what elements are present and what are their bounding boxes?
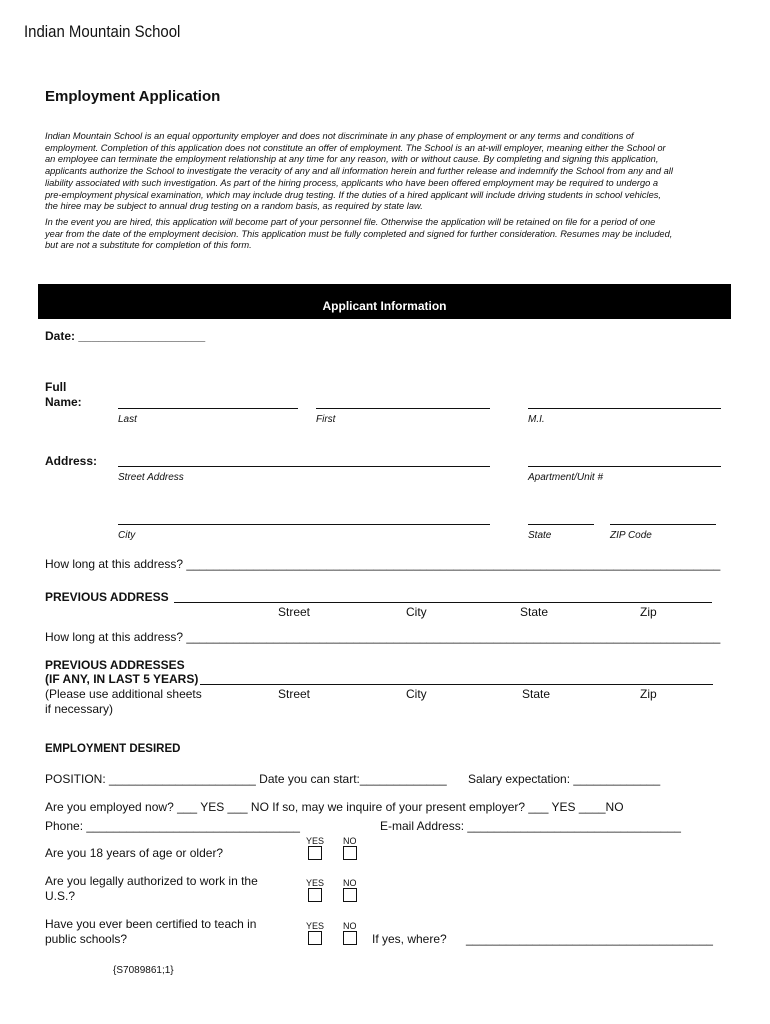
email-field[interactable]: E-mail Address: ________________________________: [380, 819, 681, 833]
state-input[interactable]: [528, 524, 594, 525]
how-long-field-2[interactable]: How long at this address? ________________________________________________________________________________: [45, 630, 721, 644]
no-label-1: NO: [343, 836, 357, 846]
if-yes-where-label: If yes, where?: [372, 932, 447, 946]
previous-address-label: PREVIOUS ADDRESS: [45, 590, 169, 604]
certified-no-checkbox[interactable]: [343, 931, 357, 945]
apartment-caption: Apartment/Unit #: [528, 472, 604, 483]
date-field[interactable]: Date: ___________________: [45, 329, 206, 343]
last-caption: Last: [118, 414, 137, 425]
phone-field[interactable]: Phone: ________________________________: [45, 819, 300, 833]
first-caption: First: [316, 414, 336, 425]
school-name: Indian Mountain School: [24, 22, 181, 41]
employment-desired-heading: EMPLOYMENT DESIRED: [45, 743, 181, 755]
additional-sheets-note: (Please use additional sheets: [45, 687, 202, 701]
address-label: Address:: [45, 454, 98, 468]
age-no-checkbox[interactable]: [343, 846, 357, 860]
street-address-input[interactable]: [118, 466, 490, 467]
name-label: Name:: [45, 395, 82, 409]
yes-label-3: YES: [306, 921, 325, 931]
apartment-input[interactable]: [528, 466, 721, 467]
authorized-question: Are you legally authorized to work in the: [45, 874, 258, 888]
employed-now-field[interactable]: Are you employed now? ___ YES ___ NO If so, may we inquire of your present employer? ___ YES ____NO: [45, 800, 624, 814]
document-id: {S7089861;1}: [113, 965, 174, 976]
prev-street-caption: Street: [278, 605, 311, 619]
city-caption: City: [118, 530, 136, 541]
yes-label-1: YES: [306, 836, 325, 846]
previous-address-input[interactable]: [174, 602, 712, 603]
previous-addresses-label: PREVIOUS ADDRESSES: [45, 658, 185, 672]
zip-caption: ZIP Code: [610, 530, 652, 541]
prev3-street-caption: Street: [278, 687, 311, 701]
authorized-question-cont: U.S.?: [45, 889, 76, 903]
prev3-state-caption: State: [522, 687, 551, 701]
previous-addresses-sublabel: (IF ANY, IN LAST 5 YEARS): [45, 672, 199, 686]
mi-input[interactable]: [528, 408, 721, 409]
authorized-no-checkbox[interactable]: [343, 888, 357, 902]
no-label-3: NO: [343, 921, 357, 931]
age-question: Are you 18 years of age or older?: [45, 846, 224, 860]
section-header-applicant-info: Applicant Information: [38, 284, 731, 319]
zip-input[interactable]: [610, 524, 716, 525]
intro-text: [45, 131, 675, 256]
how-long-field[interactable]: How long at this address? ________________________________________________________________________________: [45, 557, 721, 571]
page-title: Employment Application: [45, 88, 221, 105]
certified-question: Have you ever been certified to teach in: [45, 917, 257, 931]
age-yes-checkbox[interactable]: [308, 846, 322, 860]
city-input[interactable]: [118, 524, 490, 525]
prev-state-caption: State: [520, 605, 549, 619]
mi-caption: M.I.: [528, 414, 545, 425]
certified-yes-checkbox[interactable]: [308, 931, 322, 945]
if-yes-where-input[interactable]: _____________________________________: [466, 932, 713, 946]
intro-paragraph-1: Indian Mountain School is an equal opportunity employer and does not discriminate in any phase of employment or any terms and conditions of employment. Completion of this application does not constitute an offer of employment. The School is an at-will employer, meaning either the School or an employee can terminate the employment relationship at any time for any reason, with or without cause. By completing and signing this application, applicants authorize the School to investigate the veracity of any and all information herein and further release and indemnify the School from any and all liability associated with such investigation. As part of the hiring process, applicants who have been offered employment may be required to undergo a pre-employment physical examination, which may include drug testing. If the duties of a hired applicant will include driving students in school vehicles, the hiree may be subject to annual drug testing on a random basis, as required by state law.: [45, 131, 673, 212]
salary-field[interactable]: Salary expectation: _____________: [468, 772, 661, 786]
yes-label-2: YES: [306, 878, 325, 888]
position-field[interactable]: POSITION: ______________________ Date you can start:_____________: [45, 772, 447, 786]
authorized-yes-checkbox[interactable]: [308, 888, 322, 902]
previous-addresses-input[interactable]: [200, 684, 713, 685]
first-name-input[interactable]: [316, 408, 490, 409]
prev-city-caption: City: [406, 605, 427, 619]
no-label-2: NO: [343, 878, 357, 888]
state-caption: State: [528, 530, 552, 541]
prev3-zip-caption: Zip: [640, 687, 657, 701]
prev-zip-caption: Zip: [640, 605, 657, 619]
certified-question-cont: public schools?: [45, 932, 128, 946]
intro-paragraph-2: In the event you are hired, this application will become part of your personnel file. Otherwise the application will be retained on file for a period of one year from the date of the employment decision. This application must be fully completed and signed for further consideration. Resumes may be included, but are not a substitute for completion of this form.: [45, 216, 673, 251]
last-name-input[interactable]: [118, 408, 298, 409]
if-necessary-note: if necessary): [45, 702, 114, 716]
prev3-city-caption: City: [406, 687, 427, 701]
street-address-caption: Street Address: [118, 472, 184, 483]
full-label: Full: [45, 380, 67, 394]
